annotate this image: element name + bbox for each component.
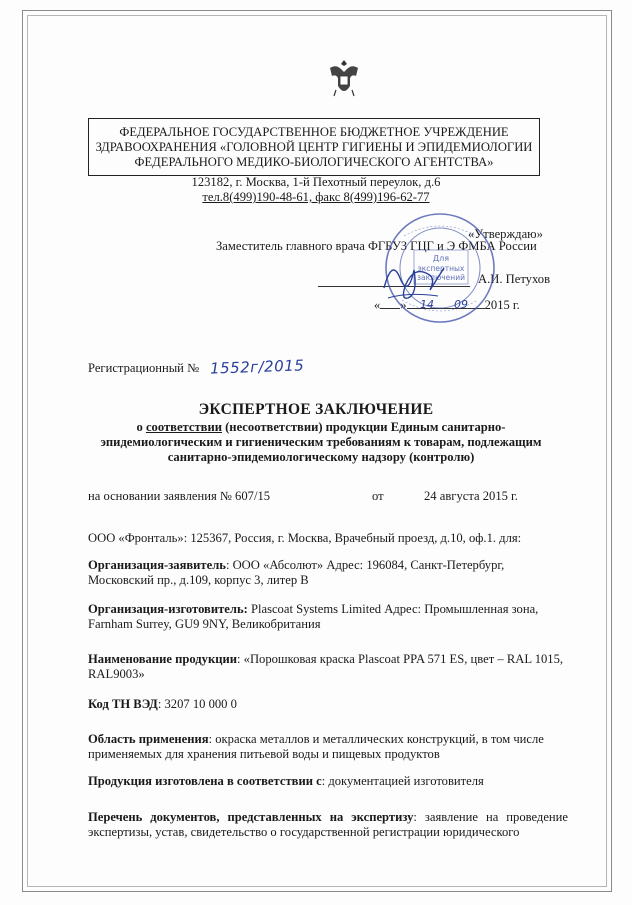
handwritten-signature	[378, 248, 450, 308]
paragraph-documents: Перечень документов, представленных на экспертизу: заявление на проведение экспертизы, устав, свидетельство о государственной регистрации юридического	[88, 810, 568, 839]
paragraph-manufactured-per: Продукция изготовлена в соответствии с: документацией изготовителя	[88, 774, 484, 788]
svg-text:09: 09	[454, 298, 468, 311]
approver-name: А.И. Петухов	[478, 272, 551, 286]
paragraph-applicant: Организация-заявитель: ООО «Абсолют» Адрес: 196084, Санкт-Петербург, Московский пр., д.109, корпус 3, литер В	[88, 558, 505, 587]
date-open-quote: «	[374, 298, 381, 312]
paragraph-product: Наименование продукции: «Порошковая краска Plascoat PPA 571 ES, цвет – RAL 1015, RAL9003»	[88, 652, 564, 681]
basis-date: 24 августа 2015 г.	[424, 489, 518, 503]
org-name-line-1: ФЕДЕРАЛЬНОЕ ГОСУДАРСТВЕННОЕ БЮДЖЕТНОЕ УЧРЕЖДЕНИЕ	[119, 125, 509, 139]
paragraph-manufacturer: Организация-изготовитель: Plascoat Systems Limited Адрес: Промышленная зона, Farnham Surrey, GU9 9NY, Великобритания	[88, 602, 539, 631]
basis-from: от	[372, 489, 384, 503]
document-title: ЭКСПЕРТНОЕ ЗАКЛЮЧЕНИЕ	[198, 401, 434, 418]
date-close-quote: »	[400, 298, 407, 312]
paragraph-hs-code: Код ТН ВЭД: 3207 10 000 0	[88, 697, 237, 711]
svg-text:заключений: заключений	[417, 273, 465, 282]
svg-text:14: 14	[420, 298, 434, 311]
basis-statement: на основании заявления № 607/15	[88, 489, 271, 503]
svg-text:экспертных: экспертных	[417, 264, 465, 273]
subtitle-conformity: соответствии	[145, 420, 222, 434]
approval-title: «Утверждаю»	[468, 227, 543, 241]
coat-of-arms-icon	[326, 56, 362, 100]
paragraph-application-area: Область применения: окраска металлов и металлических конструкций, в том числе применяемых для хранения питьевой воды и пищевых продуктов	[88, 732, 544, 761]
organization-header	[88, 118, 540, 176]
registration-label: Регистрационный №	[88, 361, 200, 375]
svg-text:Для: Для	[432, 254, 450, 263]
org-name-line-2: ЗДРАВООХРАНЕНИЯ «ГОЛОВНОЙ ЦЕНТР ГИГИЕНЫ И ЭПИДЕМИОЛОГИИ	[95, 140, 533, 154]
org-name-line-3: ФЕДЕРАЛЬНОГО МЕДИКО-БИОЛОГИЧЕСКОГО АГЕНТСТВА»	[134, 155, 494, 169]
registration-number	[88, 358, 305, 376]
registration-number-handwritten: 1552г/2015	[209, 356, 305, 378]
paragraph-frontal: ООО «Фронталь»: 125367, Россия, г. Москва, Врачебный проезд, д.10, оф.1. для:	[88, 531, 522, 545]
org-phone: тел.8(499)190-48-61, факс 8(499)196-62-77	[202, 190, 430, 204]
approval-position: Заместитель главного врача ФГБУЗ ГЦГ и Э ФМБА России	[216, 239, 537, 253]
date-year: 2015 г.	[484, 298, 520, 312]
org-address: 123182, г. Москва, 1-й Пехотный переулок, д.6	[191, 175, 441, 189]
document-subtitle: о соответствии (несоответствии) продукции Единым санитарно- эпидемиологическим и гигиеническим требованиям к товарам, подлежащим санитарно-эпидемиологическому надзору (контролю)	[100, 420, 542, 464]
